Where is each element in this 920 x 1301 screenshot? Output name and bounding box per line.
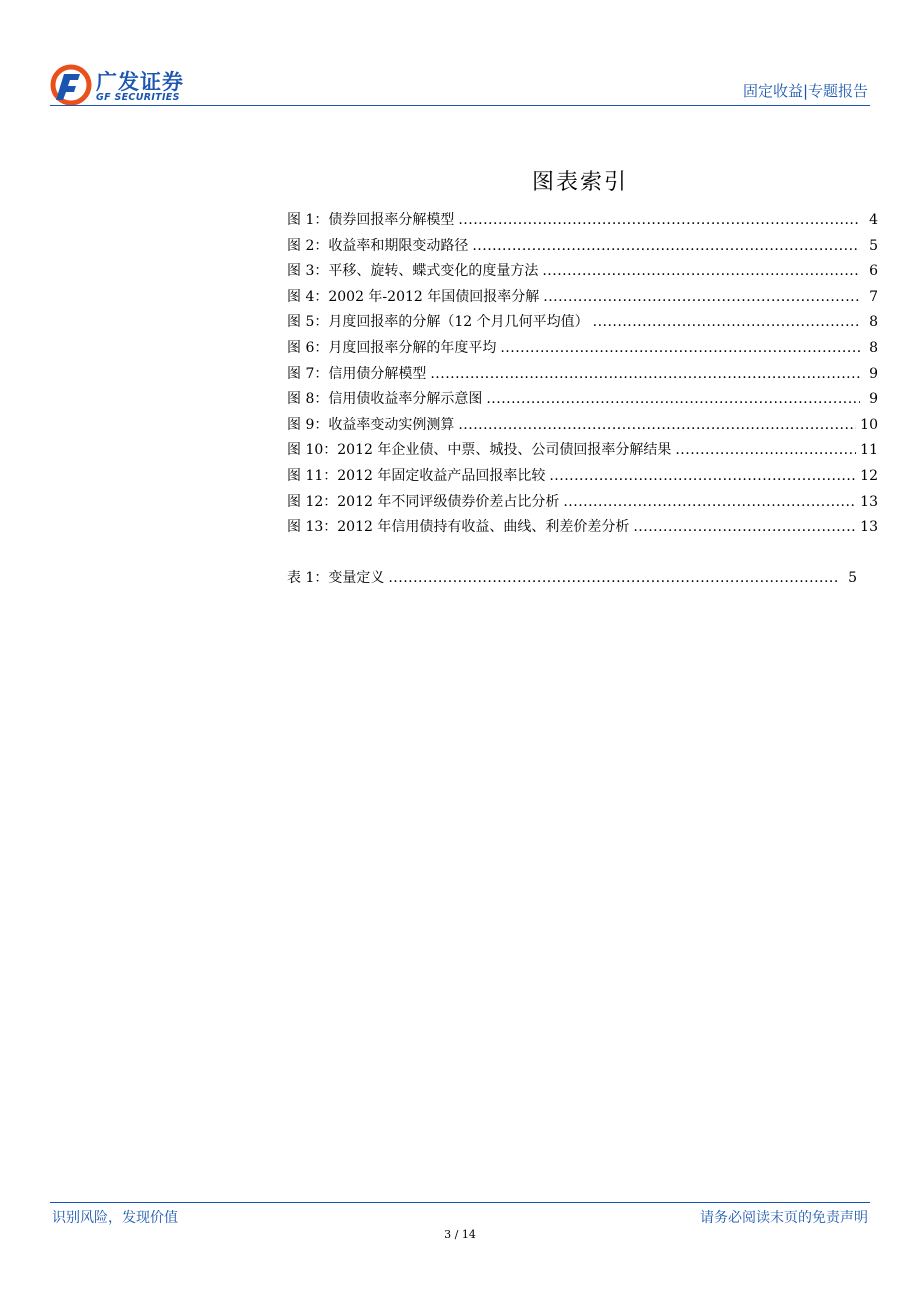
toc-entry-page: 9 xyxy=(869,365,878,382)
toc-entry-label: 图 1：债券回报率分解模型 xyxy=(287,212,455,228)
dot-leader xyxy=(388,566,839,592)
toc-entry-page: 7 xyxy=(869,288,878,305)
toc-entry-page: 13 xyxy=(860,493,878,510)
toc-entry[interactable] xyxy=(287,259,878,285)
toc-entry-label: 图 4：2002 年-2012 年国债回报率分解 xyxy=(287,288,540,305)
toc-entry-page: 8 xyxy=(869,314,878,331)
dot-leader xyxy=(593,310,860,336)
toc-entry[interactable] xyxy=(287,285,878,311)
toc-entry-label: 图 11：2012 年固定收益产品回报率比较 xyxy=(287,467,546,484)
logo-english-text: GF SECURITIES xyxy=(96,92,180,103)
toc-entry-page: 12 xyxy=(860,467,878,484)
dot-leader xyxy=(633,515,856,541)
page-number: 3 / 14 xyxy=(444,1228,476,1241)
toc-entry-page: 10 xyxy=(860,416,878,433)
figure-index-list xyxy=(287,208,878,541)
toc-entry-label: 图 3：平移、旋转、蝶式变化的度量方法 xyxy=(287,263,539,280)
toc-entry-page: 11 xyxy=(860,442,878,459)
toc-entry-label: 图 5：月度回报率的分解（12 个月几何平均值） xyxy=(287,314,589,331)
toc-entry[interactable] xyxy=(287,336,878,362)
toc-entry-page: 13 xyxy=(860,519,878,536)
toc-entry-page: 4 xyxy=(869,212,878,228)
header-divider xyxy=(50,105,870,106)
toc-entry-page: 8 xyxy=(869,339,878,356)
toc-entry-label: 图 6：月度回报率分解的年度平均 xyxy=(287,339,497,356)
footer-divider xyxy=(50,1202,870,1203)
toc-entry[interactable] xyxy=(287,438,878,464)
toc-entry[interactable] xyxy=(287,490,878,516)
toc-entry-label: 图 2：收益率和期限变动路径 xyxy=(287,237,469,254)
toc-entry[interactable] xyxy=(287,310,878,336)
dot-leader xyxy=(542,259,860,285)
toc-entry-page: 5 xyxy=(869,237,878,254)
toc-entry-label: 图 13：2012 年信用债持有收益、曲线、利差价差分析 xyxy=(287,519,630,536)
toc-entry-label: 图 8：信用债收益率分解示意图 xyxy=(287,391,483,408)
logo-chinese-text: 广发证券 xyxy=(96,70,184,94)
dot-leader xyxy=(458,413,856,439)
toc-entry-label: 图 12：2012 年不同评级债券价差占比分析 xyxy=(287,493,560,510)
toc-entry[interactable] xyxy=(287,208,878,234)
toc-entry[interactable] xyxy=(287,413,878,439)
toc-entry[interactable] xyxy=(287,362,878,388)
report-category: 固定收益|专题报告 xyxy=(742,82,868,100)
company-logo xyxy=(50,64,200,106)
toc-entry[interactable] xyxy=(287,515,878,541)
table-index-list xyxy=(287,566,857,592)
toc-entry[interactable] xyxy=(287,464,878,490)
dot-leader xyxy=(472,234,860,260)
toc-entry[interactable] xyxy=(287,387,878,413)
toc-entry-label: 图 9：收益率变动实例测算 xyxy=(287,416,455,433)
gf-logo-icon xyxy=(50,64,92,106)
dot-leader xyxy=(563,490,856,516)
toc-entry[interactable] xyxy=(287,566,857,592)
footer-disclaimer-note: 请务必阅读末页的免责声明 xyxy=(700,1210,868,1226)
toc-entry-label: 图 7：信用债分解模型 xyxy=(287,365,427,382)
toc-entry[interactable] xyxy=(287,234,878,260)
dot-leader xyxy=(543,285,860,311)
footer-slogan: 识别风险，发现价值 xyxy=(52,1210,178,1226)
toc-entry-page: 6 xyxy=(869,263,878,280)
toc-entry-page: 5 xyxy=(848,570,857,586)
toc-entry-label: 表 1：变量定义 xyxy=(287,570,385,586)
dot-leader xyxy=(486,387,860,413)
page-title: 图表索引 xyxy=(531,170,628,195)
dot-leader xyxy=(458,208,860,234)
dot-leader xyxy=(500,336,860,362)
dot-leader xyxy=(675,438,856,464)
toc-entry-label: 图 10：2012 年企业债、中票、城投、公司债回报率分解结果 xyxy=(287,442,672,459)
toc-entry-page: 9 xyxy=(869,391,878,408)
dot-leader xyxy=(430,362,860,388)
dot-leader xyxy=(549,464,856,490)
